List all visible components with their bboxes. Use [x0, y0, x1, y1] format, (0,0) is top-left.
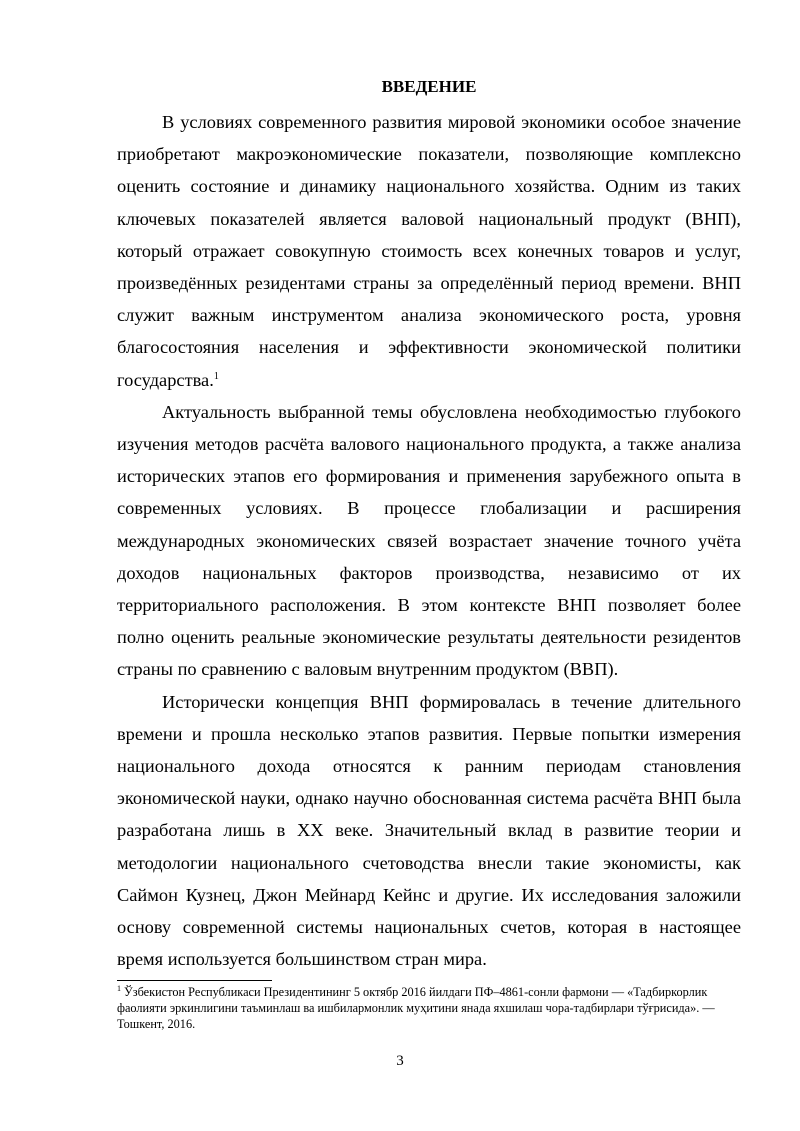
footnote-mark: 1	[117, 983, 121, 993]
section-title: ВВЕДЕНИЕ	[381, 77, 477, 96]
footnote-text: Ўзбекистон Республикаси Президентининг 5 октябр 2016 йилдаги ПФ–4861-сонли фармони — «Тадбиркорлик фаолияти эркинлигини таъминлаш ва ишбилармонлик муҳитини янада яхшилаш чора-тадбирлари тўғрисида». — Тошкент, 2016.	[117, 985, 715, 1031]
footnote	[117, 984, 741, 1032]
page-number: 3	[396, 1053, 404, 1069]
paragraph-2	[117, 396, 741, 686]
paragraph-1	[117, 106, 741, 396]
body-text	[117, 106, 741, 975]
footnote-reference[interactable]: 1	[213, 370, 219, 382]
paragraph-3	[117, 686, 741, 976]
paragraph-3-text: Исторически концепция ВНП формировалась в течение длительного времени и прошла несколько этапов развития. Первые попытки измерения национального дохода относятся к ранним периодам становления экономической науки, однако научно обоснованная система расчёта ВНП была разработана лишь в XX веке. Значительный вклад в развитие теории и методологии национального счетоводства внесли такие экономисты, как Саймон Кузнец, Джон Мейнард Кейнс и другие. Их исследования заложили основу современной системы национальных счетов, которая в настоящее время используется большинством стран мира.	[117, 691, 741, 970]
paragraph-1-text: В условиях современного развития мировой экономики особое значение приобретают макроэкономические показатели, позволяющие комплексно оценить состояние и динамику национального хозяйства. Одним из таких ключевых показателей является валовой национальный продукт (ВНП), который отражает совокупную стоимость всех конечных товаров и услуг, произведённых резидентами страны за определённый период времени. ВНП служит важным инструментом анализа экономического роста, уровня благосостояния населения и эффективности экономической политики государства.	[117, 112, 741, 390]
paragraph-2-text: Актуальность выбранной темы обусловлена необходимостью глубокого изучения методов расчёта валового национального продукта, а также анализа исторических этапов его формирования и применения зарубежного опыта в современных условиях. В процессе глобализации и расширения международных экономических связей возрастает значение точного учёта доходов национальных факторов производства, независимо от их территориального расположения. В этом контексте ВНП позволяет более полно оценить реальные экономические результаты деятельности резидентов страны по сравнению с валовым внутренним продуктом (ВВП).	[117, 401, 741, 680]
footnote-divider	[117, 980, 272, 981]
